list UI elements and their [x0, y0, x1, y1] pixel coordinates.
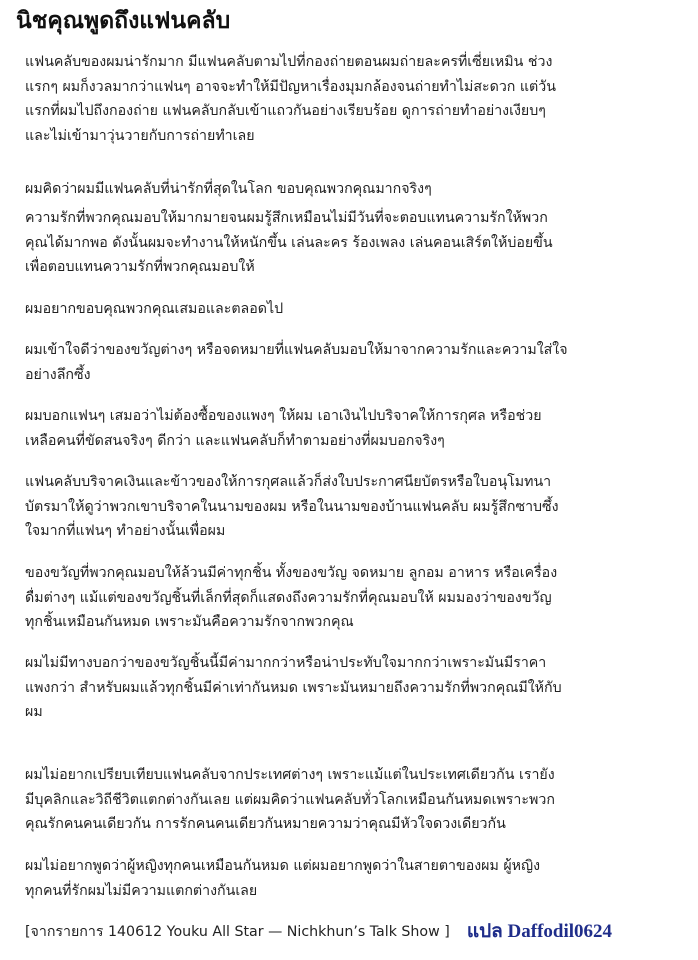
paragraph-line: อย่างลึกซึ้ง — [25, 366, 91, 383]
paragraph — [25, 404, 693, 453]
paragraph — [25, 470, 693, 544]
paragraph — [25, 338, 693, 387]
paragraph-line: เหลือคนที่ขัดสนจริงๆ ดีกว่า และแฟนคลับก็ทำตามอย่างที่ผมบอกจริงๆ — [25, 432, 445, 449]
paragraph — [25, 651, 693, 725]
paragraph-line: แฟนคลับบริจาคเงินและข้าวของให้การกุศลแล้วก็ส่งใบประกาศนียบัตรหรือใบอนุโมทนา — [25, 474, 552, 490]
paragraph-line: ทุกคนที่รักผมไม่มีความแตกต่างกันเลย — [25, 882, 258, 899]
paragraph — [25, 854, 693, 903]
paragraph-line: ผมเข้าใจดีว่าของขวัญต่างๆ หรือจดหมายที่แฟนคลับมอบให้มาจากความรักและความใส่ใจ — [25, 342, 568, 358]
paragraph-line: มีบุคลิกและวิถีชีวิตแตกต่างกันเลย แต่ผมคิดว่าแฟนคลับทั่วโลกเหมือนกันหมดเพราะพวก — [25, 791, 555, 808]
paragraph-line: แรกๆ ผมก็งวลมากว่าแฟนๆ อาจจะทำให้มีปัญหาเรื่องมุมกล้องจนถ่ายทำไม่สะดวก แต่วัน — [25, 78, 556, 95]
paragraph-line: ผม — [25, 704, 43, 720]
paragraph-line: ผมอยากขอบคุณพวกคุณเสมอและตลอดไป — [25, 301, 284, 317]
paragraph-line: เพื่อตอบแทนความรักที่พวกคุณมอบให้ — [25, 259, 255, 275]
paragraph — [25, 50, 693, 148]
paragraph-line: แพงกว่า สำหรับผมแล้วทุกชิ้นมีค่าเท่ากันหมด เพราะมันหมายถึงความรักที่พวกคุณมีให้กับ — [25, 679, 562, 696]
paragraph-line: ใจมากที่แฟนๆ ทำอย่างนั้นเพื่อผม — [25, 523, 226, 539]
paragraph — [25, 561, 693, 635]
paragraph-line: ผมคิดว่าผมมีแฟนคลับที่น่ารักที่สุดในโลก ขอบคุณพวกคุณมากจริงๆ — [25, 181, 432, 197]
paragraph-line: ดื่มต่างๆ แม้แต่ของขวัญชิ้นที่เล็กที่สุดก็แสดงถึงความรักที่คุณมอบให้ ผมมองว่าของขวัญ — [25, 589, 552, 606]
paragraph-line: และไม่เข้ามาวุ่นวายกับการถ่ายทำเลย — [25, 127, 255, 144]
article-title: นิชคุณพูดถึงแฟนคลับ — [16, 8, 231, 34]
paragraph — [25, 763, 693, 837]
paragraph-line: ของขวัญที่พวกคุณมอบให้ล้วนมีค่าทุกชิ้น ทั้งของขวัญ จดหมาย ลูกอม อาหาร หรือเครื่อง — [25, 565, 558, 581]
paragraph — [25, 177, 693, 202]
paragraph-line: ผมไม่อยากพูดว่าผู้หญิงทุกคนเหมือนกันหมด แต่ผมอยากพูดว่าในสายตาของผม ผู้หญิง — [25, 858, 541, 874]
source-citation: [จากรายการ 140612 Youku All Star — Nichkhun’s Talk Show ] — [25, 924, 450, 940]
paragraph-line: แรกที่ผมไปถึงกองถ่าย แฟนคลับกลับเข้าแถวกันอย่างเรียบร้อย ดูการถ่ายทำอย่างเงียบๆ — [25, 103, 546, 119]
paragraph — [25, 206, 693, 280]
translator-credit: แปล Daffodil0624 — [466, 921, 613, 942]
paragraph-line: ผมไม่อยากเปรียบเทียบแฟนคลับจากประเทศต่างๆ เพราะแม้แต่ในประเทศเดียวกัน เรายัง — [25, 767, 555, 783]
paragraph-line: คุณรักคนคนเดียวกัน การรักคนคนเดียวกันหมายความว่าคุณมีหัวใจดวงเดียวกัน — [25, 816, 506, 832]
paragraph-line: ทุกชิ้นเหมือนกันหมด เพราะมันคือความรักจากพวกคุณ — [25, 614, 354, 630]
credit-line — [25, 920, 693, 944]
paragraph-line: คุณได้มากพอ ดังนั้นผมจะทำงานให้หนักขึ้น เล่นละคร ร้องเพลง เล่นคอนเสิร์ตให้บ่อยขึ้น — [25, 234, 553, 251]
paragraph-line: ความรักที่พวกคุณมอบให้มากมายจนผมรู้สึกเหมือนไม่มีวันที่จะตอบแทนความรักให้พวก — [25, 210, 548, 226]
paragraph-line: แฟนคลับของผมน่ารักมาก มีแฟนคลับตามไปที่กองถ่ายตอนผมถ่ายละครที่เซี่ยเหมิน ช่วง — [25, 54, 553, 70]
paragraph-line: ผมไม่มีทางบอกว่าของขวัญชิ้นนี้มีค่ามากกว่าหรือน่าประทับใจมากกว่าเพราะมันมีราคา — [25, 655, 547, 671]
paragraph — [25, 297, 693, 322]
paragraph-line: บัตรมาให้ดูว่าพวกเขาบริจาคในนามของผม หรือในนามของบ้านแฟนคลับ ผมรู้สึกซาบซึ้ง — [25, 498, 559, 515]
paragraph-line: ผมบอกแฟนๆ เสมอว่าไม่ต้องซื้อของแพงๆ ให้ผม เอาเงินไปบริจาคให้การกุศล หรือช่วย — [25, 408, 542, 424]
